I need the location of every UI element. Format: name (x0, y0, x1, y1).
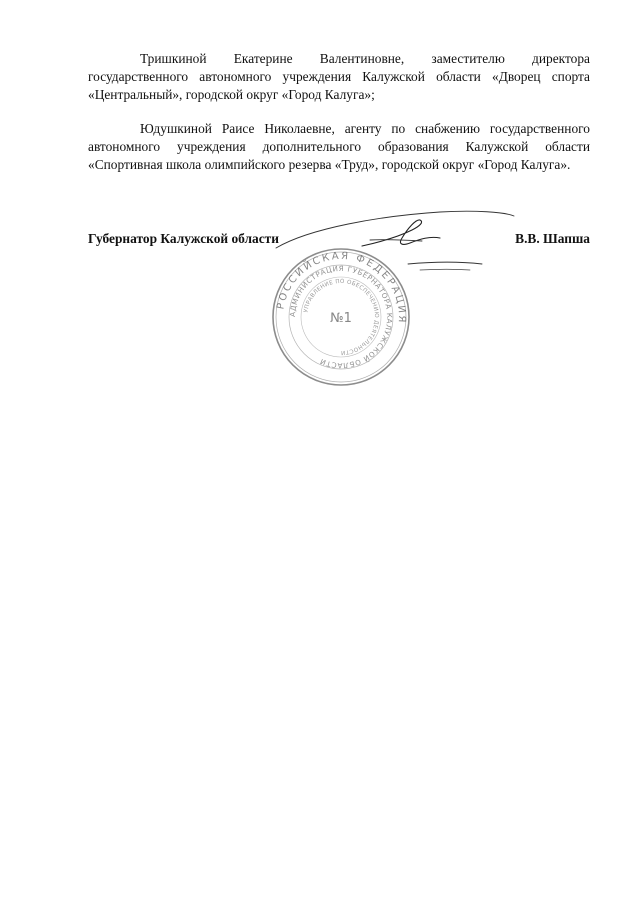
handwritten-signature (270, 206, 520, 276)
paragraph-trishkina (88, 50, 590, 104)
signer-name: В.В. Шапша (515, 231, 590, 246)
paragraph-text: Юдушкиной Раисе Николаевне, агенту по снабжению государственного автономного учреждения дополнительного образования Калужской области «Спортивная школа олимпийского резерва «Труд», городской округ «Город Калуга». (88, 121, 590, 172)
paragraph-text: Тришкиной Екатерине Валентиновне, заместителю директора государственного автономного учреждения Калужской области «Дворец спорта «Центральный», городской округ «Город Калуга»; (88, 51, 590, 102)
svg-text:РОССИЙСКАЯ ФЕДЕРАЦИЯ: РОССИЙСКАЯ ФЕДЕРАЦИЯ (275, 250, 408, 325)
svg-text:УПРАВЛЕНИЕ ПО ОБЕСПЕЧЕНИЮ ДЕЯТ: УПРАВЛЕНИЕ ПО ОБЕСПЕЧЕНИЮ ДЕЯТЕЛЬНОСТИ (303, 278, 380, 356)
signer-position-title: Губернатор Калужской области (88, 231, 279, 246)
paragraph-yudushkina (88, 120, 590, 174)
svg-text:№1: №1 (330, 311, 352, 326)
svg-text:АДМИНИСТРАЦИЯ ГУБЕРНАТОРА КАЛУ: АДМИНИСТРАЦИЯ ГУБЕРНАТОРА КАЛУЖСКОЙ ОБЛАСТИ (287, 263, 395, 371)
